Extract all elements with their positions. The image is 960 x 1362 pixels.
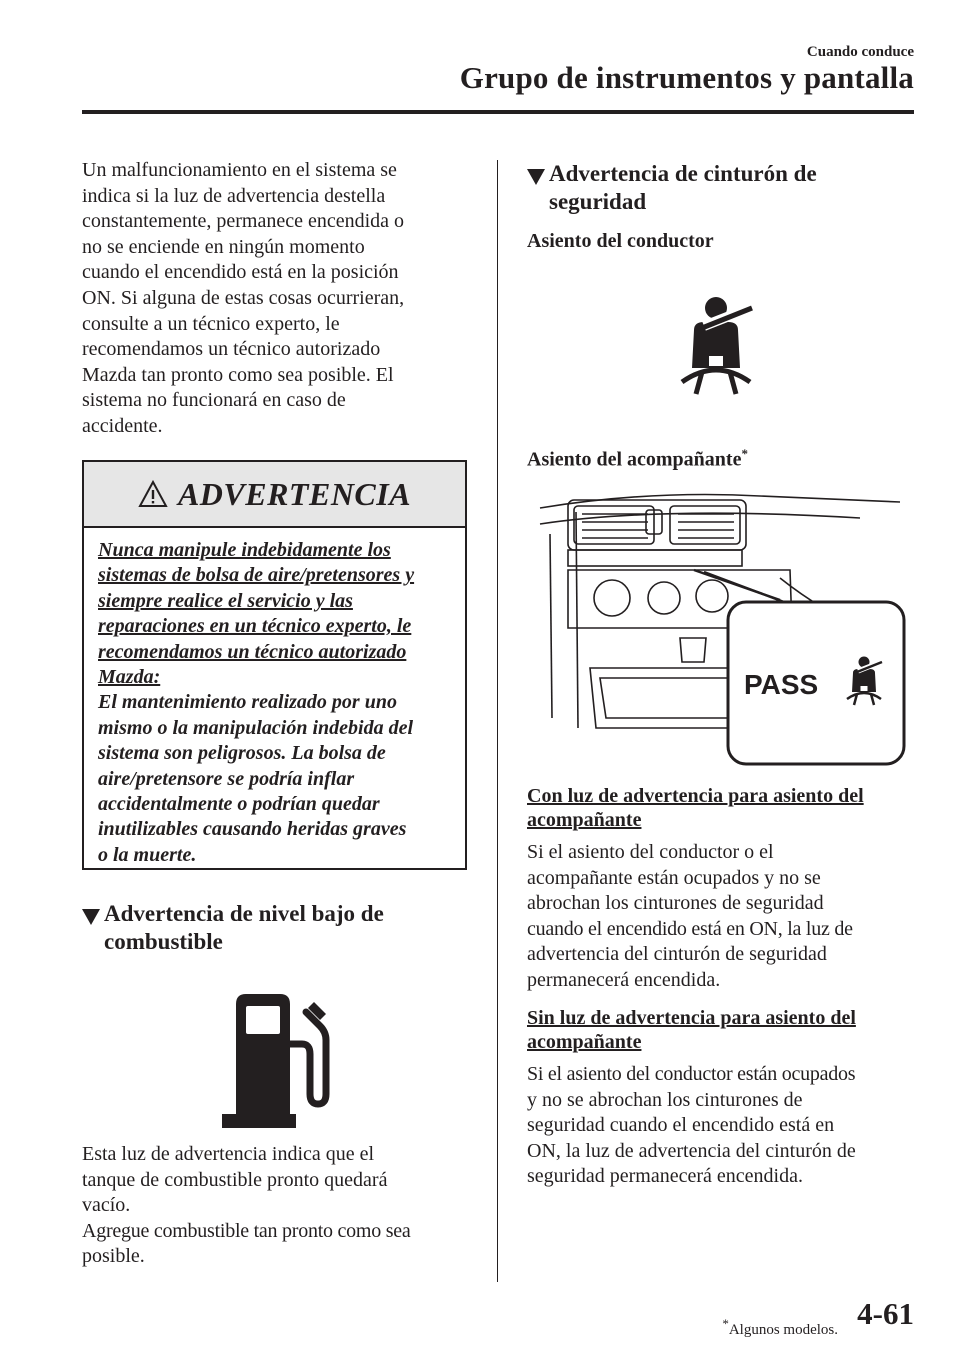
asterisk-icon: * — [741, 446, 748, 461]
text-line: permanecerá encendida. — [527, 968, 721, 991]
text-line: indica si la luz de advertencia destella — [82, 184, 386, 207]
heading-line: combustible — [104, 929, 223, 954]
with-passenger-light-heading: Con luz de advertencia para asiento del acompañante — [527, 785, 864, 831]
text-line: accidente. — [82, 414, 163, 437]
warning-line: o la muerte. — [98, 843, 197, 866]
text-line: Si el asiento del conductor están ocupados — [527, 1063, 856, 1085]
text-line: Un malfuncionamiento en el sistema se — [82, 159, 397, 181]
text-line: Agregue combustible tan pronto como sea — [82, 1219, 411, 1242]
warning-line: mismo o la manipulación indebida del — [98, 716, 414, 739]
warning-header — [84, 462, 465, 528]
text-line: seguridad cuando el encendido está en — [527, 1114, 835, 1137]
warning-line: aire/pretensore se podría inflar — [98, 767, 355, 790]
footnote: *Algunos modelos. — [722, 1316, 838, 1338]
text-line: abrochan los cinturones de seguridad — [527, 892, 824, 915]
text-line: Esta luz de advertencia indica que el — [82, 1143, 375, 1165]
page-title: Grupo de instrumentos y pantalla — [459, 60, 914, 95]
warning-line: reparaciones en un técnico experto, le — [98, 615, 412, 638]
warning-line: sistema son peligrosos. La bolsa de — [98, 742, 386, 765]
warning-box — [82, 460, 467, 870]
warning-text — [84, 528, 465, 868]
text-line: advertencia del cinturón de seguridad — [527, 943, 827, 966]
seatbelt-warning-heading — [527, 160, 917, 216]
intro-paragraph — [82, 158, 472, 440]
driver-seat-label: Asiento del conductor — [527, 230, 714, 252]
warning-line: El mantenimiento realizado por uno — [98, 691, 397, 714]
text-line: Si el asiento del conductor o el — [527, 841, 774, 863]
text-line: ON. Si alguna de estas cosas ocurrieran, — [82, 286, 405, 309]
passenger-seat-label: Asiento del acompañante* — [527, 446, 748, 471]
text-line: constantemente, permanece encendida o — [82, 210, 405, 233]
seatbelt-icon — [676, 296, 760, 396]
text-line: cuando el encendido está en ON, la luz de — [527, 917, 853, 940]
fuel-pump-icon — [222, 992, 342, 1132]
without-passenger-light-text — [527, 1062, 927, 1190]
warning-line: siempre realice el servicio y las — [98, 589, 353, 612]
text-line: acompañante están ocupados y no se — [527, 866, 821, 889]
warning-icon — [138, 480, 168, 508]
heading-line: seguridad — [549, 189, 647, 214]
warning-line: Mazda: — [98, 666, 161, 689]
heading-line: Advertencia de nivel bajo de — [104, 901, 384, 926]
text-line: y no se abrochan los cinturones de — [527, 1088, 803, 1111]
text-line: sistema no funcionará en caso de — [82, 389, 346, 412]
text-line: Mazda tan pronto como sea posible. El — [82, 363, 394, 386]
text-line: posible. — [82, 1245, 145, 1268]
fuel-warning-heading — [82, 900, 472, 956]
pass-label: PASS — [744, 669, 819, 700]
text-line: tanque de combustible pronto quedará — [82, 1168, 388, 1191]
warning-line: Nunca manipule indebidamente los — [98, 539, 391, 561]
with-passenger-light-text — [527, 840, 927, 994]
dashboard-console-illustration — [530, 478, 910, 768]
triangle-down-icon — [527, 160, 549, 216]
column-divider — [497, 160, 498, 1282]
text-line: no se enciende en ningún momento — [82, 235, 365, 258]
warning-line: inutilizables causando heridas graves — [98, 818, 407, 841]
warning-line: sistemas de bolsa de aire/pretensores y — [98, 564, 415, 587]
text-line: consulte a un técnico experto, le — [82, 312, 340, 335]
text-line: cuando el encendido está en la posición — [82, 261, 399, 284]
header-rule — [82, 110, 914, 114]
triangle-down-icon — [82, 900, 104, 956]
asterisk-icon: * — [722, 1316, 729, 1331]
heading-line: Advertencia de cinturón de — [549, 161, 817, 186]
warning-line: accidentalmente o podrían quedar — [98, 793, 380, 816]
page-number: 4-61 — [857, 1296, 914, 1331]
fuel-warning-text — [82, 1142, 482, 1270]
text-line: seguridad permanecerá encendida. — [527, 1165, 803, 1188]
warning-line: recomendamos un técnico autorizado — [98, 640, 407, 663]
section-label: Cuando conduce — [806, 44, 914, 60]
without-passenger-light-heading: Sin luz de advertencia para asiento del acompañante — [527, 1007, 856, 1053]
text-line: recomendamos un técnico autorizado — [82, 338, 381, 361]
text-line: vacío. — [82, 1194, 131, 1217]
warning-title: ADVERTENCIA — [177, 475, 412, 512]
text-line: ON, la luz de advertencia del cinturón de — [527, 1139, 856, 1162]
